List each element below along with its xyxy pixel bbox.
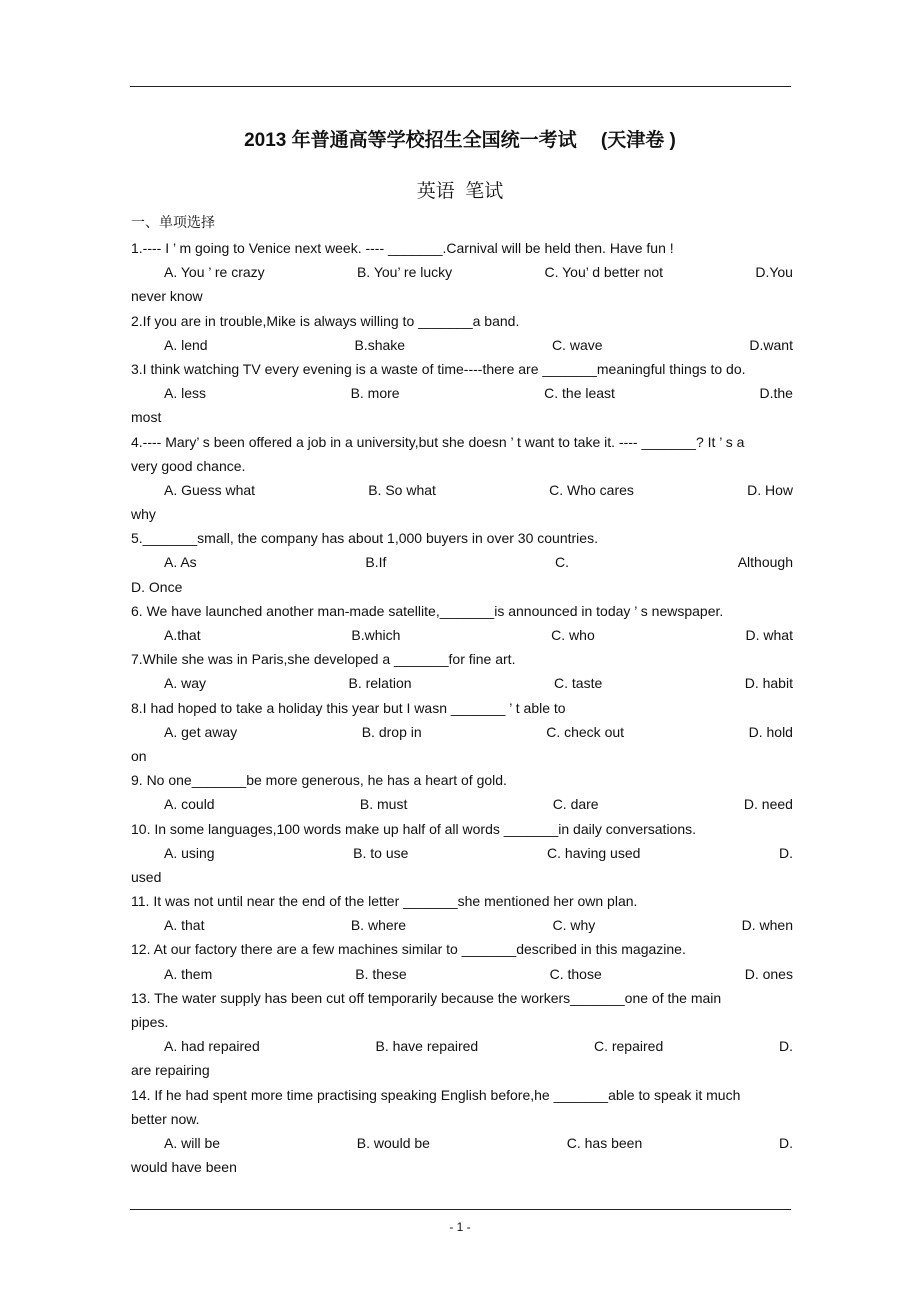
question-stem: very good chance. bbox=[131, 457, 246, 474]
answer-option: B.If bbox=[365, 554, 387, 571]
answer-option: B. would be bbox=[356, 1134, 430, 1151]
answer-option: D. hold bbox=[748, 723, 793, 740]
answer-option: C. Who cares bbox=[549, 481, 634, 498]
answer-options bbox=[131, 1131, 793, 1155]
question-item bbox=[131, 526, 793, 599]
question-item bbox=[131, 937, 793, 985]
answer-option: D. bbox=[779, 844, 793, 861]
question-stem: 4.---- Mary’ s been offered a job in a university,but she doesn ’ t want to take it. ---- _______? It ’ s a bbox=[131, 433, 745, 450]
answer-option-continued: used bbox=[131, 868, 162, 885]
footer-rule bbox=[130, 1209, 791, 1210]
answer-option: B. must bbox=[359, 796, 408, 813]
answer-option: A.that bbox=[164, 627, 201, 643]
answer-option: A. using bbox=[164, 844, 215, 861]
answer-option: D. need bbox=[743, 796, 793, 813]
answer-option: A. get away bbox=[164, 723, 238, 740]
answer-option-continued: most bbox=[131, 409, 162, 426]
answer-options bbox=[131, 962, 793, 986]
answer-option-continued: D. Once bbox=[131, 578, 183, 595]
answer-option: C. those bbox=[549, 965, 602, 982]
answer-option: A. way bbox=[164, 675, 207, 692]
answer-options bbox=[131, 333, 793, 357]
answer-option: D. bbox=[779, 1134, 793, 1151]
answer-option: C. wave bbox=[551, 336, 603, 353]
answer-option: C. repaired bbox=[593, 1038, 664, 1055]
question-stem: 9. No one_______be more generous, he has a heart of gold. bbox=[131, 772, 507, 789]
answer-option: A. As bbox=[164, 554, 197, 571]
answer-option: D. what bbox=[745, 627, 793, 643]
question-item bbox=[131, 430, 793, 527]
answer-options bbox=[131, 671, 793, 695]
answer-options bbox=[131, 550, 793, 574]
answer-option: B. drop in bbox=[361, 723, 422, 740]
answer-option: B. these bbox=[355, 965, 407, 982]
answer-option: B. relation bbox=[348, 675, 412, 692]
question-item bbox=[131, 768, 793, 816]
answer-option: D. when bbox=[741, 917, 793, 934]
answer-options bbox=[131, 841, 793, 865]
question-stem: 1.---- I ’ m going to Venice next week. ---- _______.Carnival will be held then. Have fun ! bbox=[131, 240, 674, 256]
question-stem: 2.If you are in trouble,Mike is always willing to _______a band. bbox=[131, 312, 520, 329]
question-item bbox=[131, 309, 793, 357]
question-stem: 5._______small, the company has about 1,000 buyers in over 30 countries. bbox=[131, 530, 598, 547]
header-rule bbox=[130, 86, 791, 87]
answer-option: B.which bbox=[351, 627, 401, 643]
answer-options bbox=[131, 720, 793, 744]
answer-option: A. had repaired bbox=[164, 1038, 260, 1055]
answer-option: B.shake bbox=[354, 336, 406, 353]
answer-option: C. check out bbox=[546, 723, 625, 740]
question-stem: better now. bbox=[131, 1110, 200, 1127]
exam-subtitle: 英语 笔试 bbox=[416, 181, 504, 202]
answer-option: A. less bbox=[164, 385, 207, 402]
answer-option: C. has been bbox=[566, 1134, 643, 1151]
answer-option: D. habit bbox=[744, 675, 793, 692]
question-stem: 11. It was not until near the end of the letter _______she mentioned her own plan. bbox=[131, 893, 638, 910]
answer-option-continued: on bbox=[131, 747, 147, 764]
answer-option: C. taste bbox=[554, 675, 603, 692]
answer-option: A. could bbox=[164, 796, 215, 813]
page-number: - 1 - bbox=[449, 1220, 471, 1234]
question-stem: 6. We have launched another man-made satellite,_______is announced in today ’ s newspaper. bbox=[131, 602, 724, 619]
question-stem: 3.I think watching TV every evening is a waste of time----there are _______meaningful things to do. bbox=[131, 360, 746, 377]
section-heading: 一、单项选择 bbox=[131, 214, 215, 230]
question-item bbox=[131, 1083, 793, 1180]
answer-option: B. You’ re lucky bbox=[356, 264, 453, 281]
question-item bbox=[131, 647, 793, 695]
question-item bbox=[131, 817, 793, 890]
answer-option: A. lend bbox=[164, 336, 208, 353]
answer-option-continued: would have been bbox=[131, 1159, 237, 1176]
question-item bbox=[131, 236, 793, 309]
question-stem: 14. If he had spent more time practising speaking English before,he _______able to speak it much bbox=[131, 1086, 741, 1103]
answer-option: D. bbox=[778, 1038, 793, 1055]
answer-option: C. bbox=[555, 554, 570, 571]
answer-option: C. having used bbox=[547, 844, 641, 861]
question-stem: 12. At our factory there are a few machines similar to _______described in this magazine. bbox=[131, 941, 686, 958]
question-item bbox=[131, 696, 793, 769]
question-stem: 7.While she was in Paris,she developed a _______for fine art. bbox=[131, 651, 516, 668]
answer-options bbox=[131, 381, 793, 405]
answer-option: C. why bbox=[552, 917, 596, 934]
answer-options bbox=[131, 478, 793, 502]
exam-title: 2013 年普通高等学校招生全国统一考试 (天津卷 ) bbox=[244, 130, 676, 151]
answer-option-continued: why bbox=[131, 506, 156, 523]
answer-option: B. have repaired bbox=[375, 1038, 479, 1055]
answer-option: D.want bbox=[749, 336, 793, 353]
answer-option: A. You ’ re crazy bbox=[164, 264, 265, 281]
question-list bbox=[131, 236, 793, 1179]
answer-option: D.the bbox=[759, 385, 793, 402]
answer-option: A. will be bbox=[164, 1134, 221, 1151]
answer-options bbox=[131, 260, 793, 284]
answer-option-continued: are repairing bbox=[131, 1062, 210, 1079]
answer-option: B. to use bbox=[353, 844, 409, 861]
answer-option: B. more bbox=[350, 385, 400, 402]
answer-options bbox=[131, 792, 793, 816]
question-stem: pipes. bbox=[131, 1014, 169, 1030]
answer-option: C. the least bbox=[544, 385, 615, 402]
answer-option: B. where bbox=[350, 917, 407, 934]
answer-option: C. who bbox=[551, 627, 595, 643]
answer-option: Although bbox=[737, 554, 793, 571]
question-item bbox=[131, 599, 793, 647]
answer-option: D. ones bbox=[744, 965, 793, 982]
answer-option: A. that bbox=[164, 917, 205, 934]
answer-option: D. How bbox=[747, 481, 793, 498]
question-item bbox=[131, 889, 793, 937]
question-item bbox=[131, 357, 793, 430]
question-stem: 10. In some languages,100 words make up half of all words _______in daily conversations. bbox=[131, 820, 697, 837]
question-stem: 13. The water supply has been cut off temporarily because the workers_______one of the main bbox=[131, 989, 722, 1006]
answer-option: A. Guess what bbox=[164, 481, 256, 498]
answer-options bbox=[131, 913, 793, 937]
answer-option: D.You bbox=[755, 264, 793, 281]
question-item bbox=[131, 986, 793, 1083]
answer-option: A. them bbox=[164, 965, 213, 982]
answer-option-continued: never know bbox=[131, 288, 203, 305]
question-stem: 8.I had hoped to take a holiday this year but I wasn _______ ’ t able to bbox=[131, 699, 566, 716]
answer-option: C. You’ d better not bbox=[544, 264, 664, 281]
answer-options bbox=[131, 623, 793, 647]
answer-options bbox=[131, 1034, 793, 1058]
answer-option: C. dare bbox=[552, 796, 599, 813]
answer-option: B. So what bbox=[368, 481, 436, 498]
